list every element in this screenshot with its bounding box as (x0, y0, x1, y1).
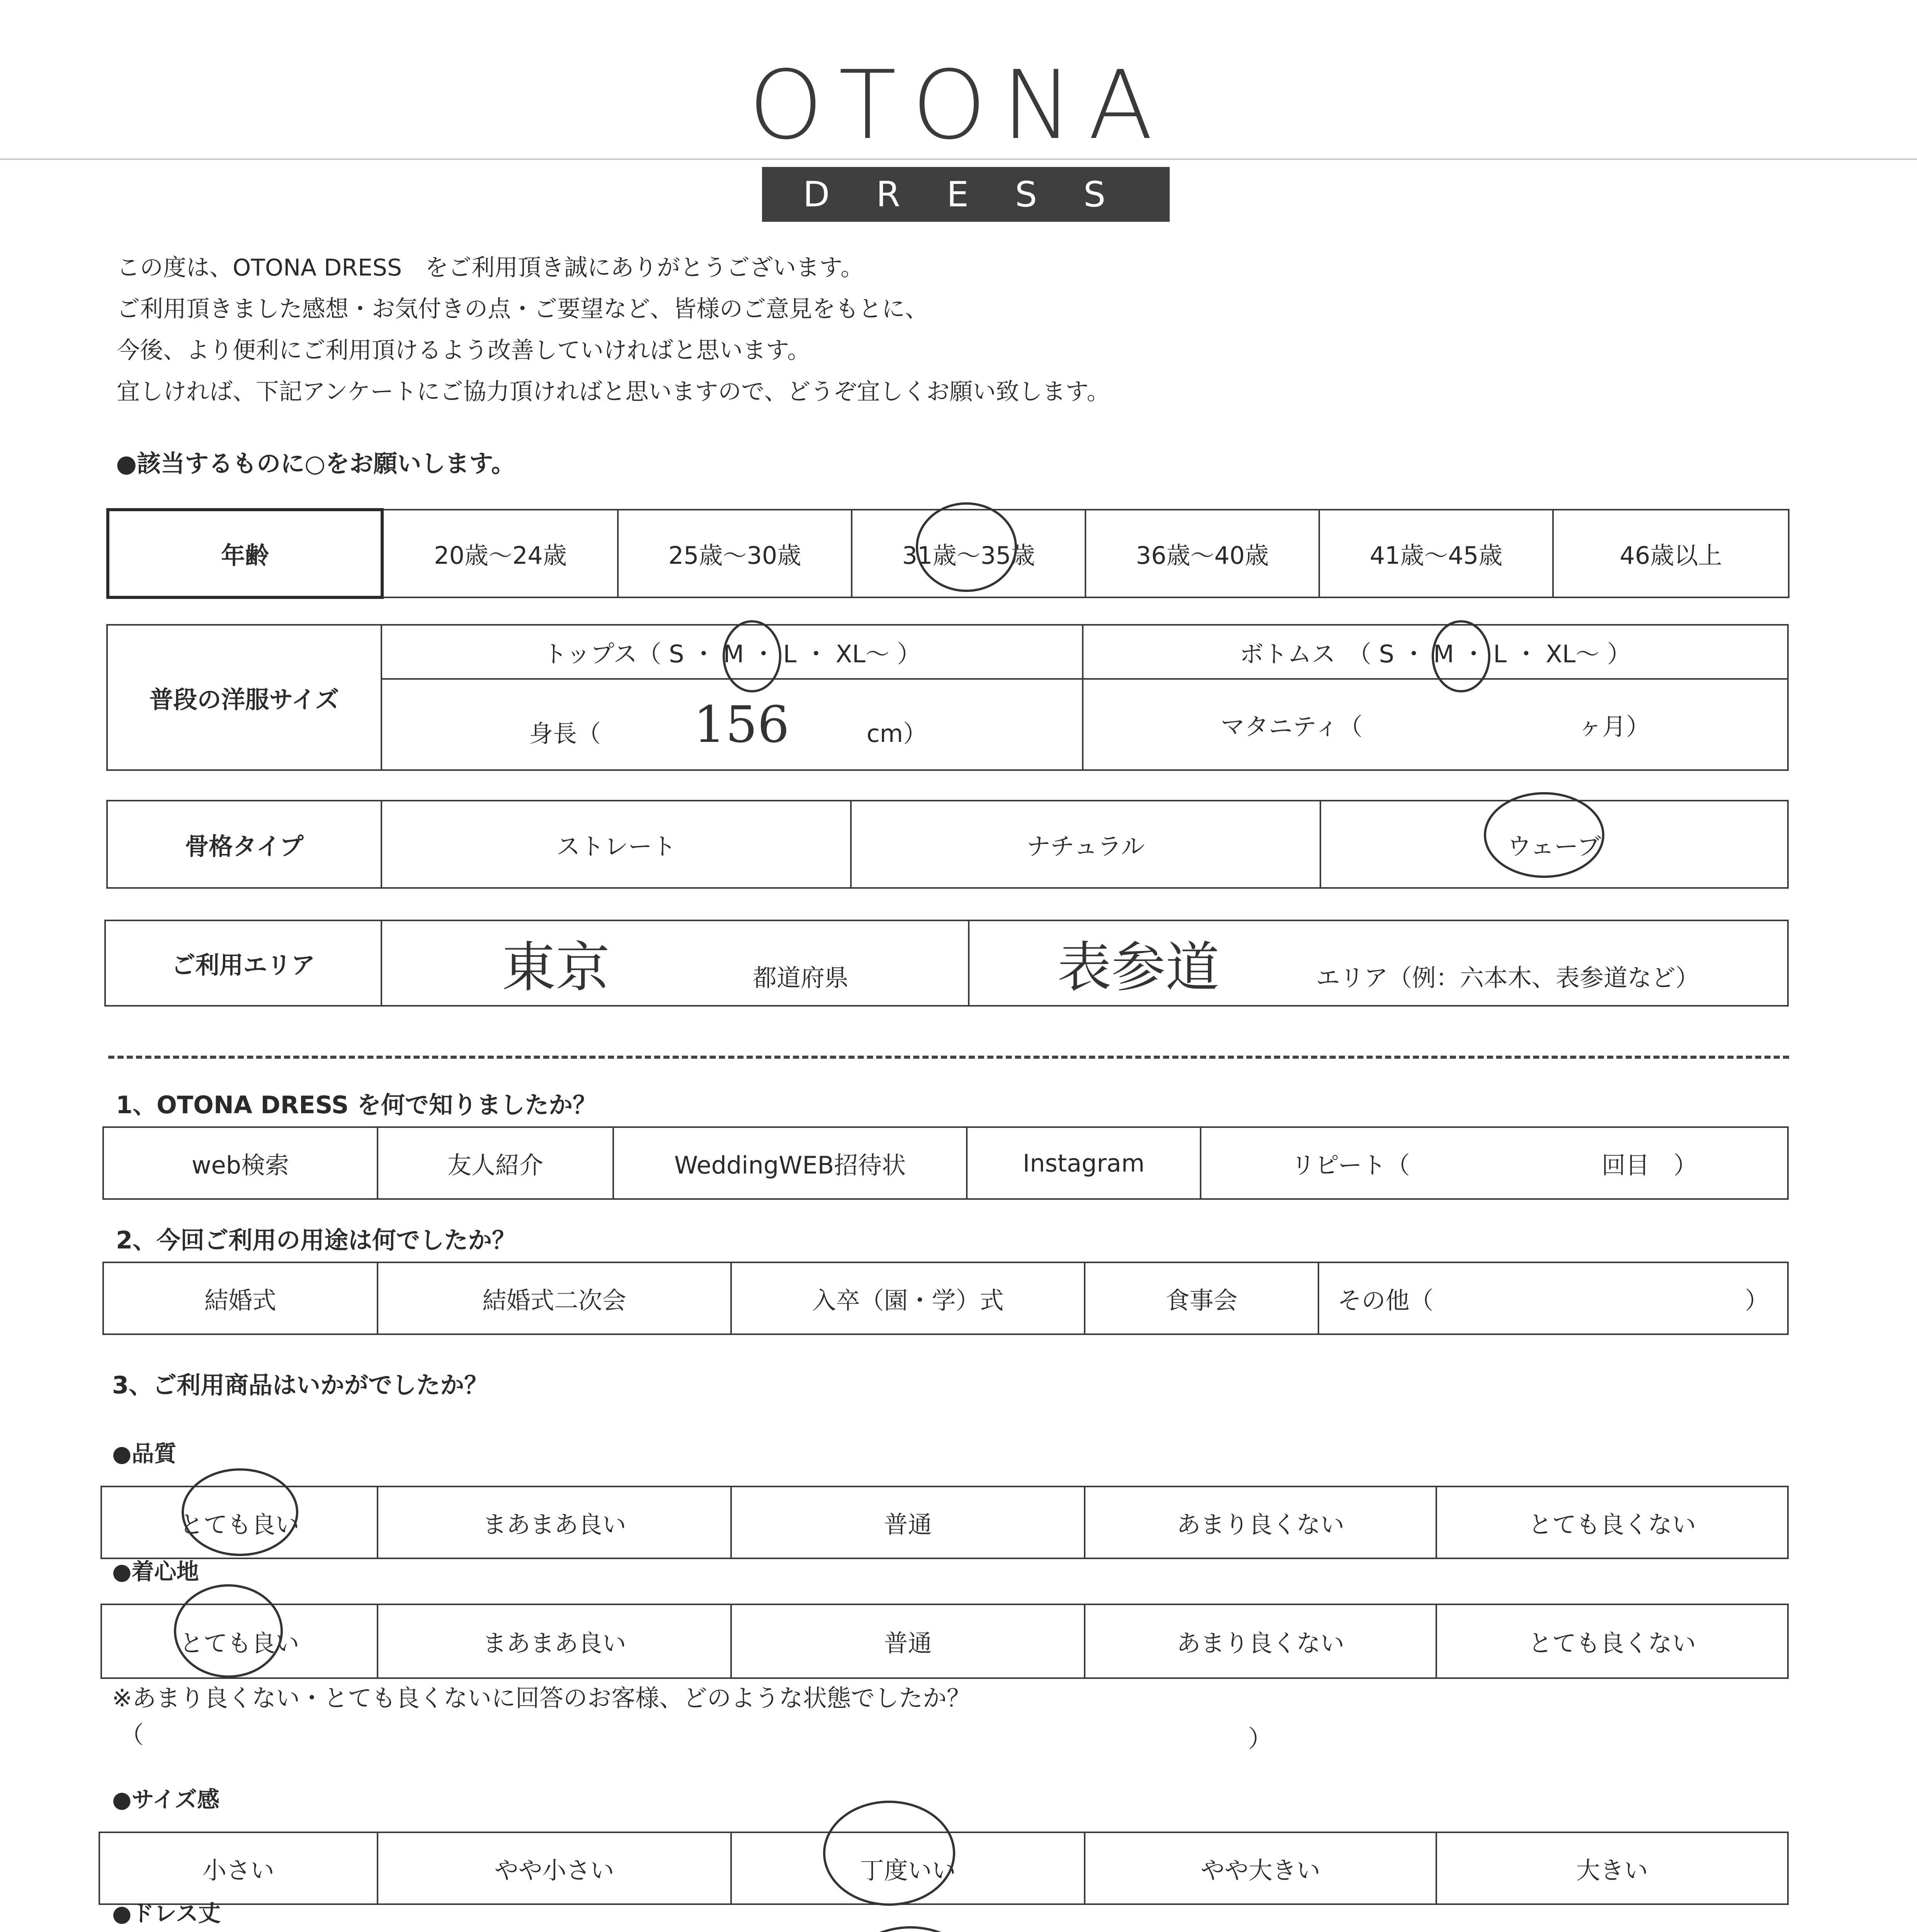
fit-option[interactable]: やや小さい (378, 1832, 731, 1904)
selection-circle (1484, 792, 1604, 878)
tops-size[interactable]: トップス（ S ・ M ・ L ・ XL～ ） (381, 625, 1083, 679)
bottoms-size[interactable]: ボトムス （ S ・ M ・ L ・ XL～ ） (1083, 625, 1788, 679)
comfort-option-selected[interactable]: とても良い (101, 1604, 378, 1678)
q3-note: ※あまり良くない・とても良くないに回答のお客様、どのような状態でしたか？ (112, 1684, 971, 1712)
height-field[interactable] (381, 679, 1083, 770)
age-option-selected[interactable]: 31歳～35歳 (852, 510, 1085, 597)
q1-table (102, 1126, 1789, 1200)
height-value: 156 (693, 695, 789, 754)
prefecture-suffix: 都道府県 (752, 964, 849, 992)
q2-title: 2、今回ご利用の用途は何でしたか？ (116, 1226, 516, 1254)
selection-circle (723, 620, 781, 692)
area-value: 表参道 (1057, 936, 1220, 999)
age-option[interactable]: 41歳～45歳 (1319, 510, 1553, 597)
brand-logo-otona: OTONA (748, 50, 1169, 160)
q1-title: 1、OTONA DRESS を何で知りましたか？ (116, 1091, 597, 1119)
selection-circle (182, 1468, 298, 1556)
selection-circle (916, 502, 1017, 592)
q2-option[interactable]: 結婚式二次会 (378, 1262, 731, 1334)
q3-note-close: ） (1248, 1725, 1272, 1753)
comfort-table (100, 1604, 1789, 1679)
body-type-option[interactable]: ストレート (381, 801, 851, 888)
brand-logo-dress: DRESS (762, 167, 1170, 222)
body-type-option-selected[interactable]: ウェーブ (1320, 801, 1788, 888)
q1-option[interactable]: WeddingWEB招待状 (613, 1127, 967, 1199)
prefecture-value: 東京 (502, 936, 610, 999)
intro-text (117, 247, 1740, 413)
quality-table (100, 1486, 1789, 1559)
length-label: ●ドレス丈 (112, 1900, 221, 1927)
q1-option[interactable]: リピート（ 回目 ） (1201, 1127, 1788, 1199)
maternity-field[interactable]: マタニティ（ ヶ月） (1083, 679, 1788, 770)
q2-option[interactable]: その他（ ） (1318, 1262, 1788, 1334)
area-suffix: エリア（例：六本木、表参道など） (1316, 964, 1699, 992)
quality-option[interactable]: まあまあ良い (378, 1486, 731, 1558)
age-option[interactable]: 46歳以上 (1553, 510, 1789, 597)
header-divider (0, 158, 1917, 160)
selection-circle (823, 1801, 955, 1906)
section-divider (108, 1056, 1789, 1059)
selection-circle (846, 1926, 975, 1932)
comfort-label: ●着心地 (112, 1558, 199, 1585)
fit-option[interactable]: やや大きい (1085, 1832, 1436, 1904)
comfort-option[interactable]: とても良くない (1436, 1604, 1788, 1678)
age-option[interactable]: 36歳～40歳 (1085, 510, 1319, 597)
area-field[interactable] (969, 920, 1788, 1006)
q3-title: 3、ご利用商品はいかがでしたか？ (112, 1371, 488, 1399)
height-prefix: 身長（ (529, 719, 601, 748)
body-type-option[interactable]: ナチュラル (851, 801, 1320, 888)
instruction-heading: ●該当するものに○をお願いします。 (116, 449, 515, 478)
comfort-option[interactable]: あまり良くない (1085, 1604, 1436, 1678)
size-label: 普段の洋服サイズ (107, 625, 381, 770)
quality-option[interactable]: あまり良くない (1085, 1486, 1436, 1558)
size-table (106, 624, 1789, 771)
q1-option-selected[interactable]: web検索 (103, 1127, 378, 1199)
height-suffix: cm） (866, 719, 927, 748)
q2-option[interactable]: 食事会 (1085, 1262, 1318, 1334)
intro-line: ご利用頂きました感想・お気付きの点・ご要望など、皆様のご意見をもとに、 (117, 296, 928, 323)
quality-option[interactable]: とても良くない (1436, 1486, 1788, 1558)
q2-option[interactable]: 入卒（園・学）式 (731, 1262, 1085, 1334)
area-table (104, 920, 1789, 1007)
fit-option[interactable]: 大きい (1436, 1832, 1788, 1904)
q1-option[interactable]: Instagram (967, 1127, 1201, 1199)
age-option[interactable]: 20歳～24歳 (382, 510, 618, 597)
quality-option-selected[interactable]: とても良い (101, 1486, 378, 1558)
q1-option[interactable]: 友人紹介 (378, 1127, 613, 1199)
quality-label: ●品質 (112, 1440, 177, 1467)
prefecture-field[interactable] (381, 920, 969, 1006)
fit-label: ●サイズ感 (112, 1786, 219, 1813)
q2-option-selected[interactable]: 結婚式 (103, 1262, 378, 1334)
intro-line: 宜しければ、下記アンケートにご協力頂ければと思いますので、どうぞ宜しくお願い致します。 (117, 378, 1110, 405)
intro-line: この度は、OTONA DRESS をご利用頂き誠にありがとうございます。 (117, 254, 864, 281)
age-option[interactable]: 25歳～30歳 (618, 510, 852, 597)
body-type-label: 骨格タイプ (107, 801, 381, 888)
fit-option[interactable]: 小さい (99, 1832, 378, 1904)
area-label: ご利用エリア (105, 920, 381, 1006)
comfort-option[interactable]: まあまあ良い (378, 1604, 731, 1678)
fit-option-selected[interactable]: 丁度いい (731, 1832, 1085, 1904)
q3-note-open: （ (120, 1721, 144, 1749)
q2-table (102, 1262, 1789, 1335)
age-label: 年齢 (108, 510, 382, 597)
intro-line: 今後、より便利にご利用頂けるよう改善していければと思います。 (117, 337, 811, 364)
selection-circle (174, 1584, 283, 1678)
comfort-option[interactable]: 普通 (731, 1604, 1085, 1678)
selection-circle (1432, 620, 1490, 692)
quality-option[interactable]: 普通 (731, 1486, 1085, 1558)
